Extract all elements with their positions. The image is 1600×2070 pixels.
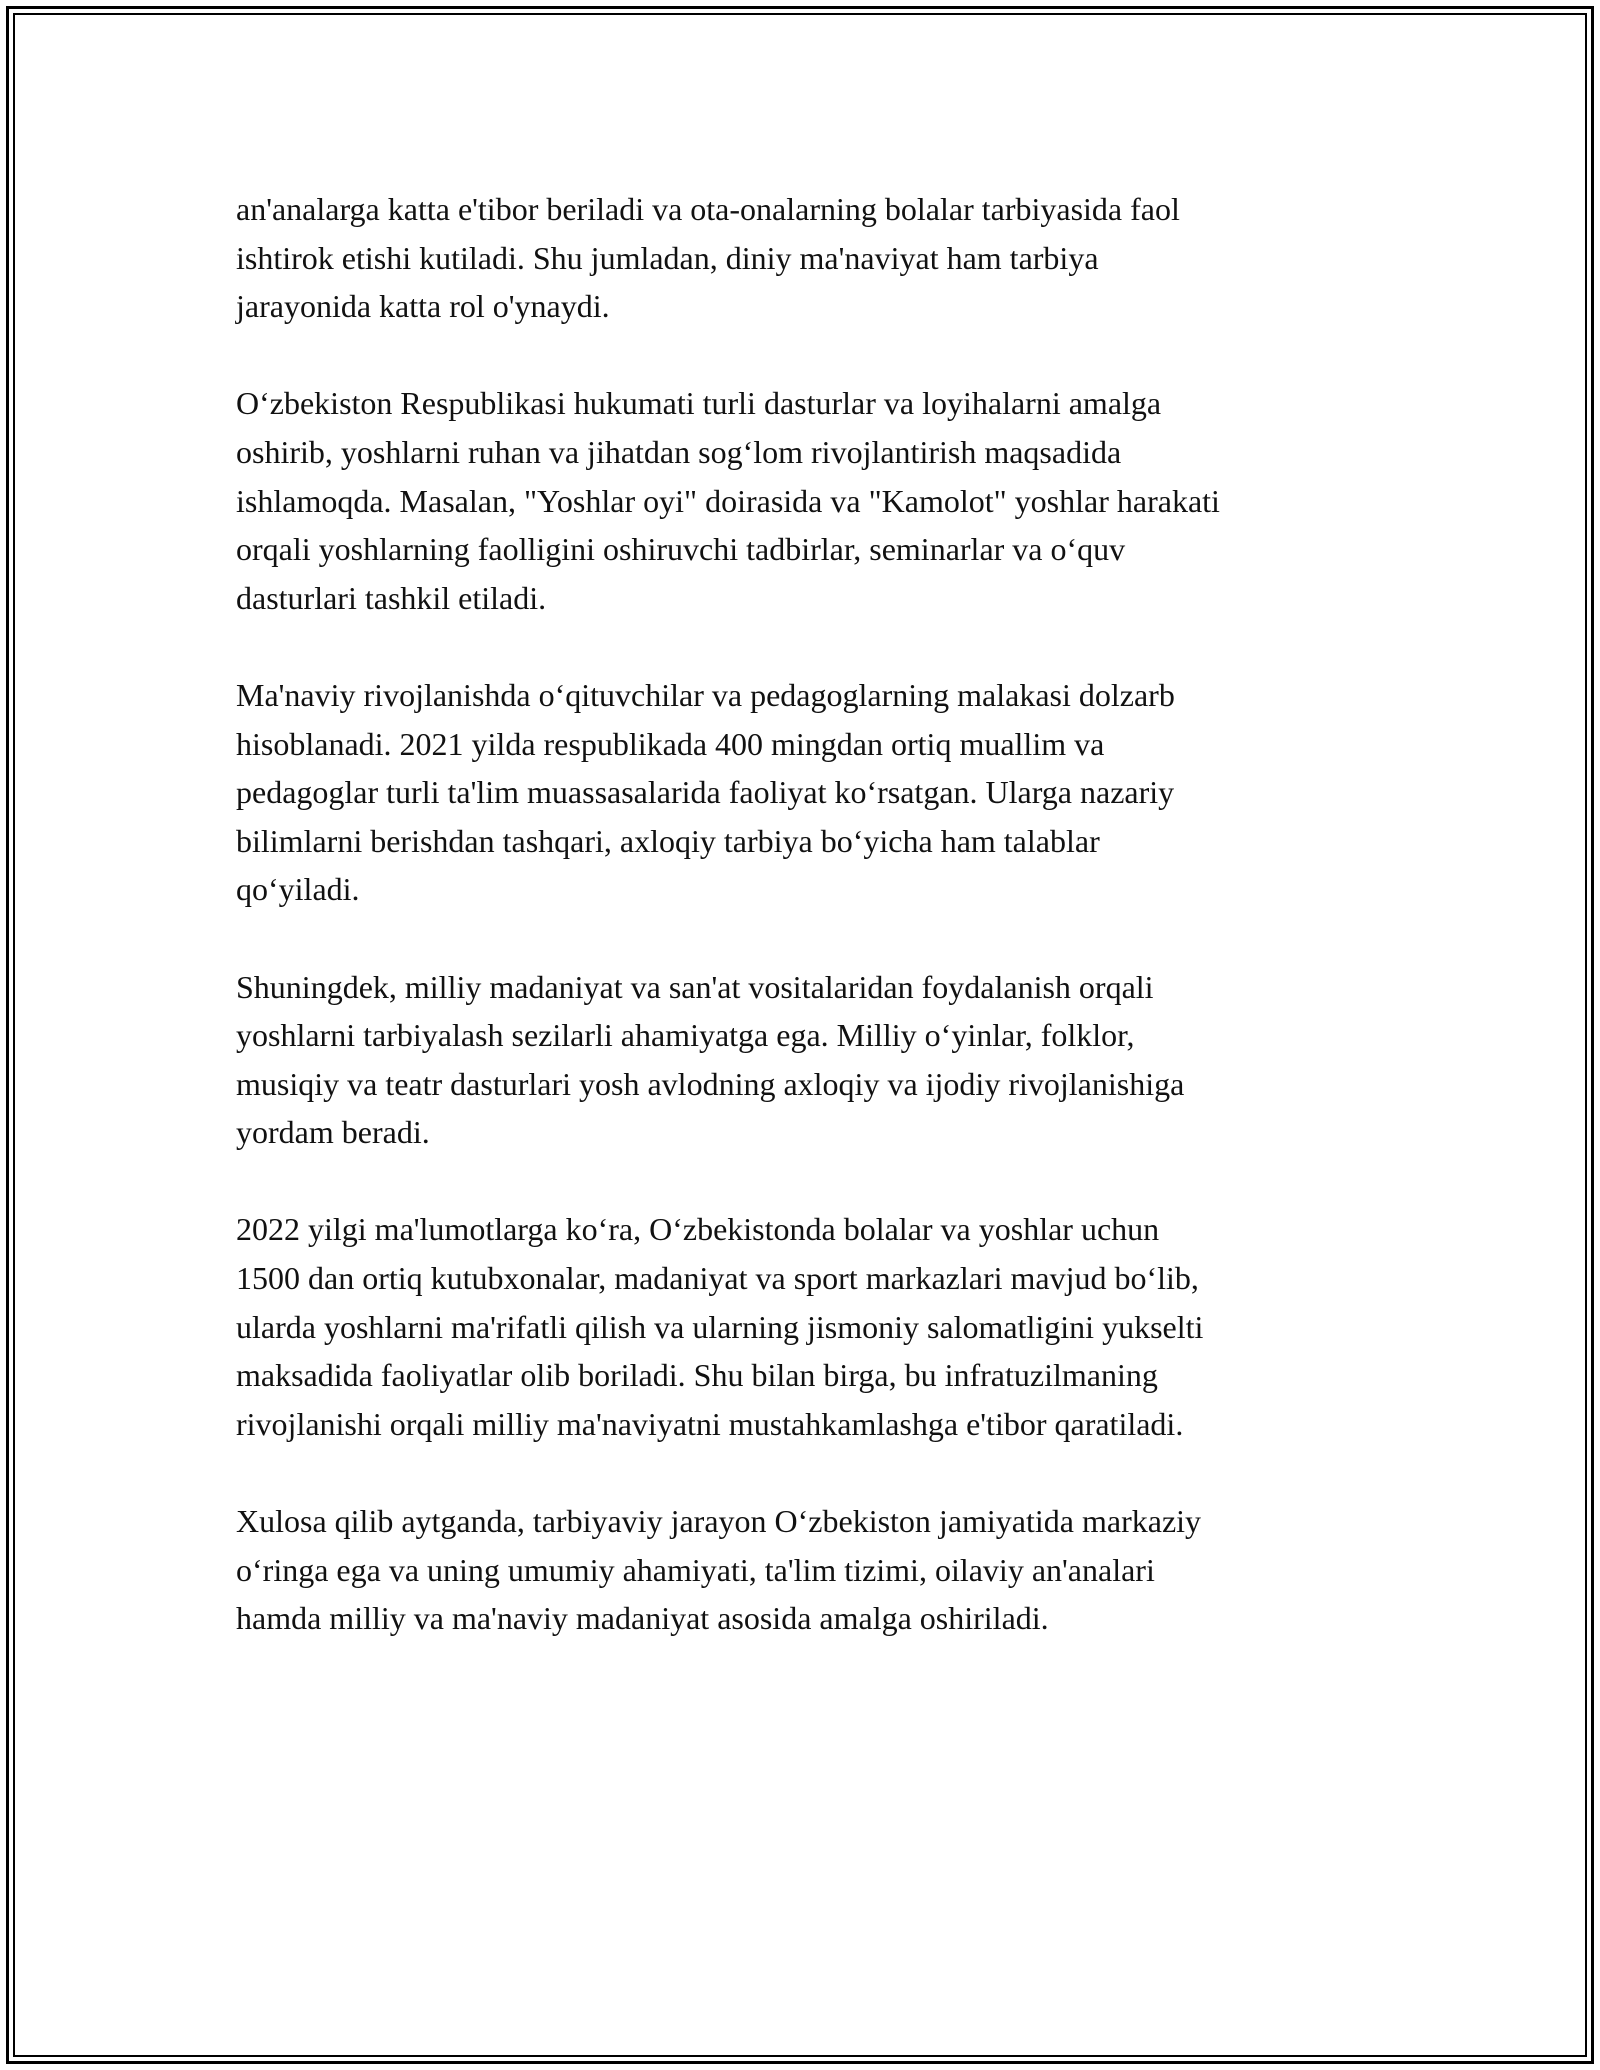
document-body	[236, 185, 1376, 1691]
paragraph-government-programs: O‘zbekiston Respublikasi hukumati turli dasturlar va loyihalarni amalga oshirib, yoshlarni ruhan va jihatdan sog‘lom rivojlantirish maqsadida ishlamoqda. Masalan, "Yoshlar oyi" doirasida va "Kamolot" yoshlar harakati orqali yoshlarning faolligini oshiruvchi tadbirlar, seminarlar va o‘quv dasturlari tashkil etiladi.	[236, 385, 1220, 616]
paragraph-2022-statistics: 2022 yilgi ma'lumotlarga ko‘ra, O‘zbekistonda bolalar va yoshlar uchun 1500 dan ortiq kutubxonalar, madaniyat va sport markazlari mavjud bo‘lib, ularda yoshlarni ma'rifatli qilish va ularning jismoniy salomatligini yukselti maksadida faoliyatlar olib boriladi. Shu bilan birga, bu infratuzilmaning rivojlanishi orqali milliy ma'naviyatni mustahkamlashga e'tibor qaratiladi.	[236, 1211, 1204, 1442]
paragraph-culture-arts: Shuningdek, milliy madaniyat va san'at vositalaridan foydalanish orqali yoshlarni tarbiyalash sezilarli ahamiyatga ega. Milliy o‘yinlar, folklor, musiqiy va teatr dasturlari yosh avlodning axloqiy va ijodiy rivojlanishiga yordam beradi.	[236, 968, 1185, 1151]
paragraph-traditions: an'analarga katta e'tibor beriladi va ota-onalarning bolalar tarbiyasida faol ishtirok etishi kutiladi. Shu jumladan, diniy ma'naviyat ham tarbiya jarayonida katta rol o'ynaydi.	[236, 191, 1180, 325]
paragraph-conclusion: Xulosa qilib aytganda, tarbiyaviy jarayon O‘zbekiston jamiyatida markaziy o‘ringa ega va uning umumiy ahamiyati, ta'lim tizimi, oilaviy an'analari hamda milliy va ma'naviy madaniyat asosida amalga oshiriladi.	[236, 1503, 1202, 1637]
paragraph-teachers: Ma'naviy rivojlanishda o‘qituvchilar va pedagoglarning malakasi dolzarb hisoblanadi. 2021 yilda respublikada 400 mingdan ortiq muallim va pedagoglar turli ta'lim muassasalarida faoliyat ko‘rsatgan. Ularga nazariy bilimlarni berishdan tashqari, axloqiy tarbiya bo‘yicha ham talablar qo‘yiladi.	[236, 676, 1175, 908]
